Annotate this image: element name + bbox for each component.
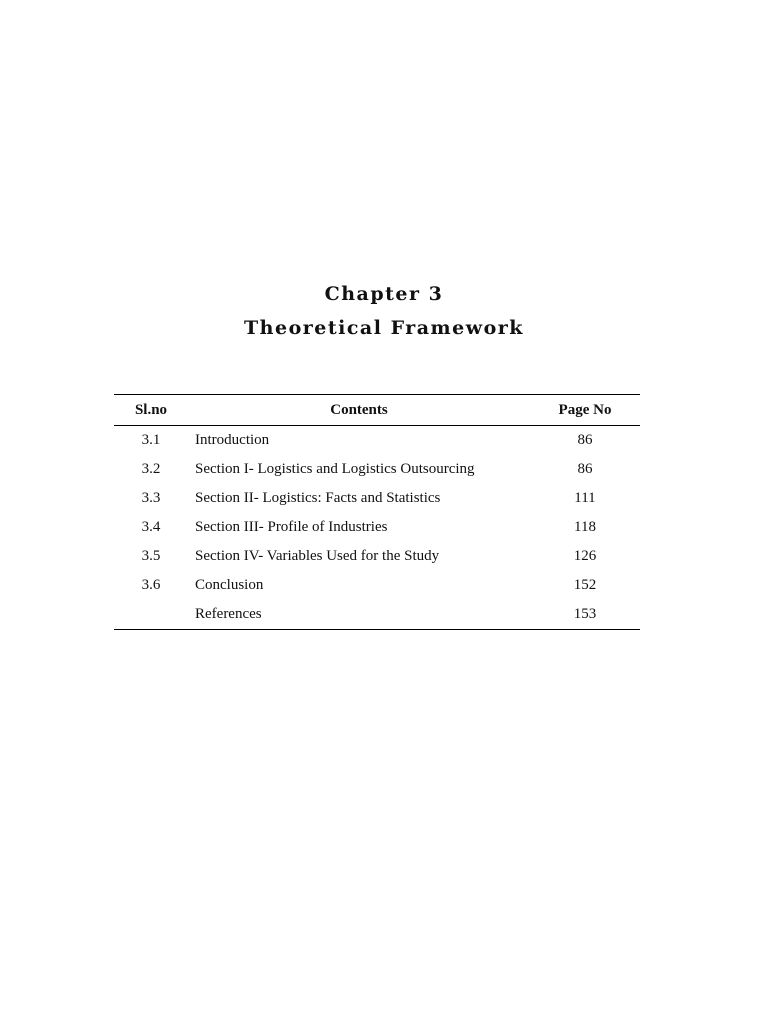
toc-slno (114, 600, 188, 630)
toc-header-row (114, 395, 640, 426)
toc-slno: 3.5 (141, 548, 161, 564)
toc-page: 86 (577, 461, 593, 477)
toc-page: 111 (574, 490, 596, 506)
toc-entry: Section IV- Variables Used for the Study (195, 548, 440, 564)
toc-entry: References (195, 606, 262, 622)
toc-entry: Conclusion (195, 577, 264, 593)
toc-row (114, 513, 640, 542)
toc-entry: Section I- Logistics and Logistics Outsourcing (195, 461, 475, 477)
contents-header: Contents (330, 401, 388, 418)
table-of-contents (114, 394, 640, 630)
toc-entry: Introduction (195, 432, 270, 448)
toc-slno: 3.2 (141, 461, 161, 477)
toc-row (114, 571, 640, 600)
toc-slno: 3.3 (141, 490, 161, 506)
chapter-heading (0, 280, 768, 342)
toc-page: 153 (573, 606, 597, 622)
toc-page: 126 (573, 548, 597, 564)
chapter-number: Chapter 3 (324, 283, 444, 305)
toc-slno: 3.1 (141, 432, 161, 448)
toc-row (114, 600, 640, 630)
toc-entry: Section II- Logistics: Facts and Statistics (195, 490, 441, 506)
toc-entry: Section III- Profile of Industries (195, 519, 388, 535)
toc-row (114, 484, 640, 513)
toc-page: 118 (574, 519, 596, 535)
toc-row (114, 455, 640, 484)
toc-row (114, 426, 640, 456)
page-header: Page No (558, 401, 612, 418)
toc-page: 86 (577, 432, 593, 448)
slno-header: Sl.no (134, 401, 168, 418)
toc-row (114, 542, 640, 571)
toc-slno: 3.6 (141, 577, 161, 593)
toc-page: 152 (573, 577, 597, 593)
toc-slno: 3.4 (141, 519, 161, 535)
chapter-title: Theoretical Framework (244, 317, 524, 339)
